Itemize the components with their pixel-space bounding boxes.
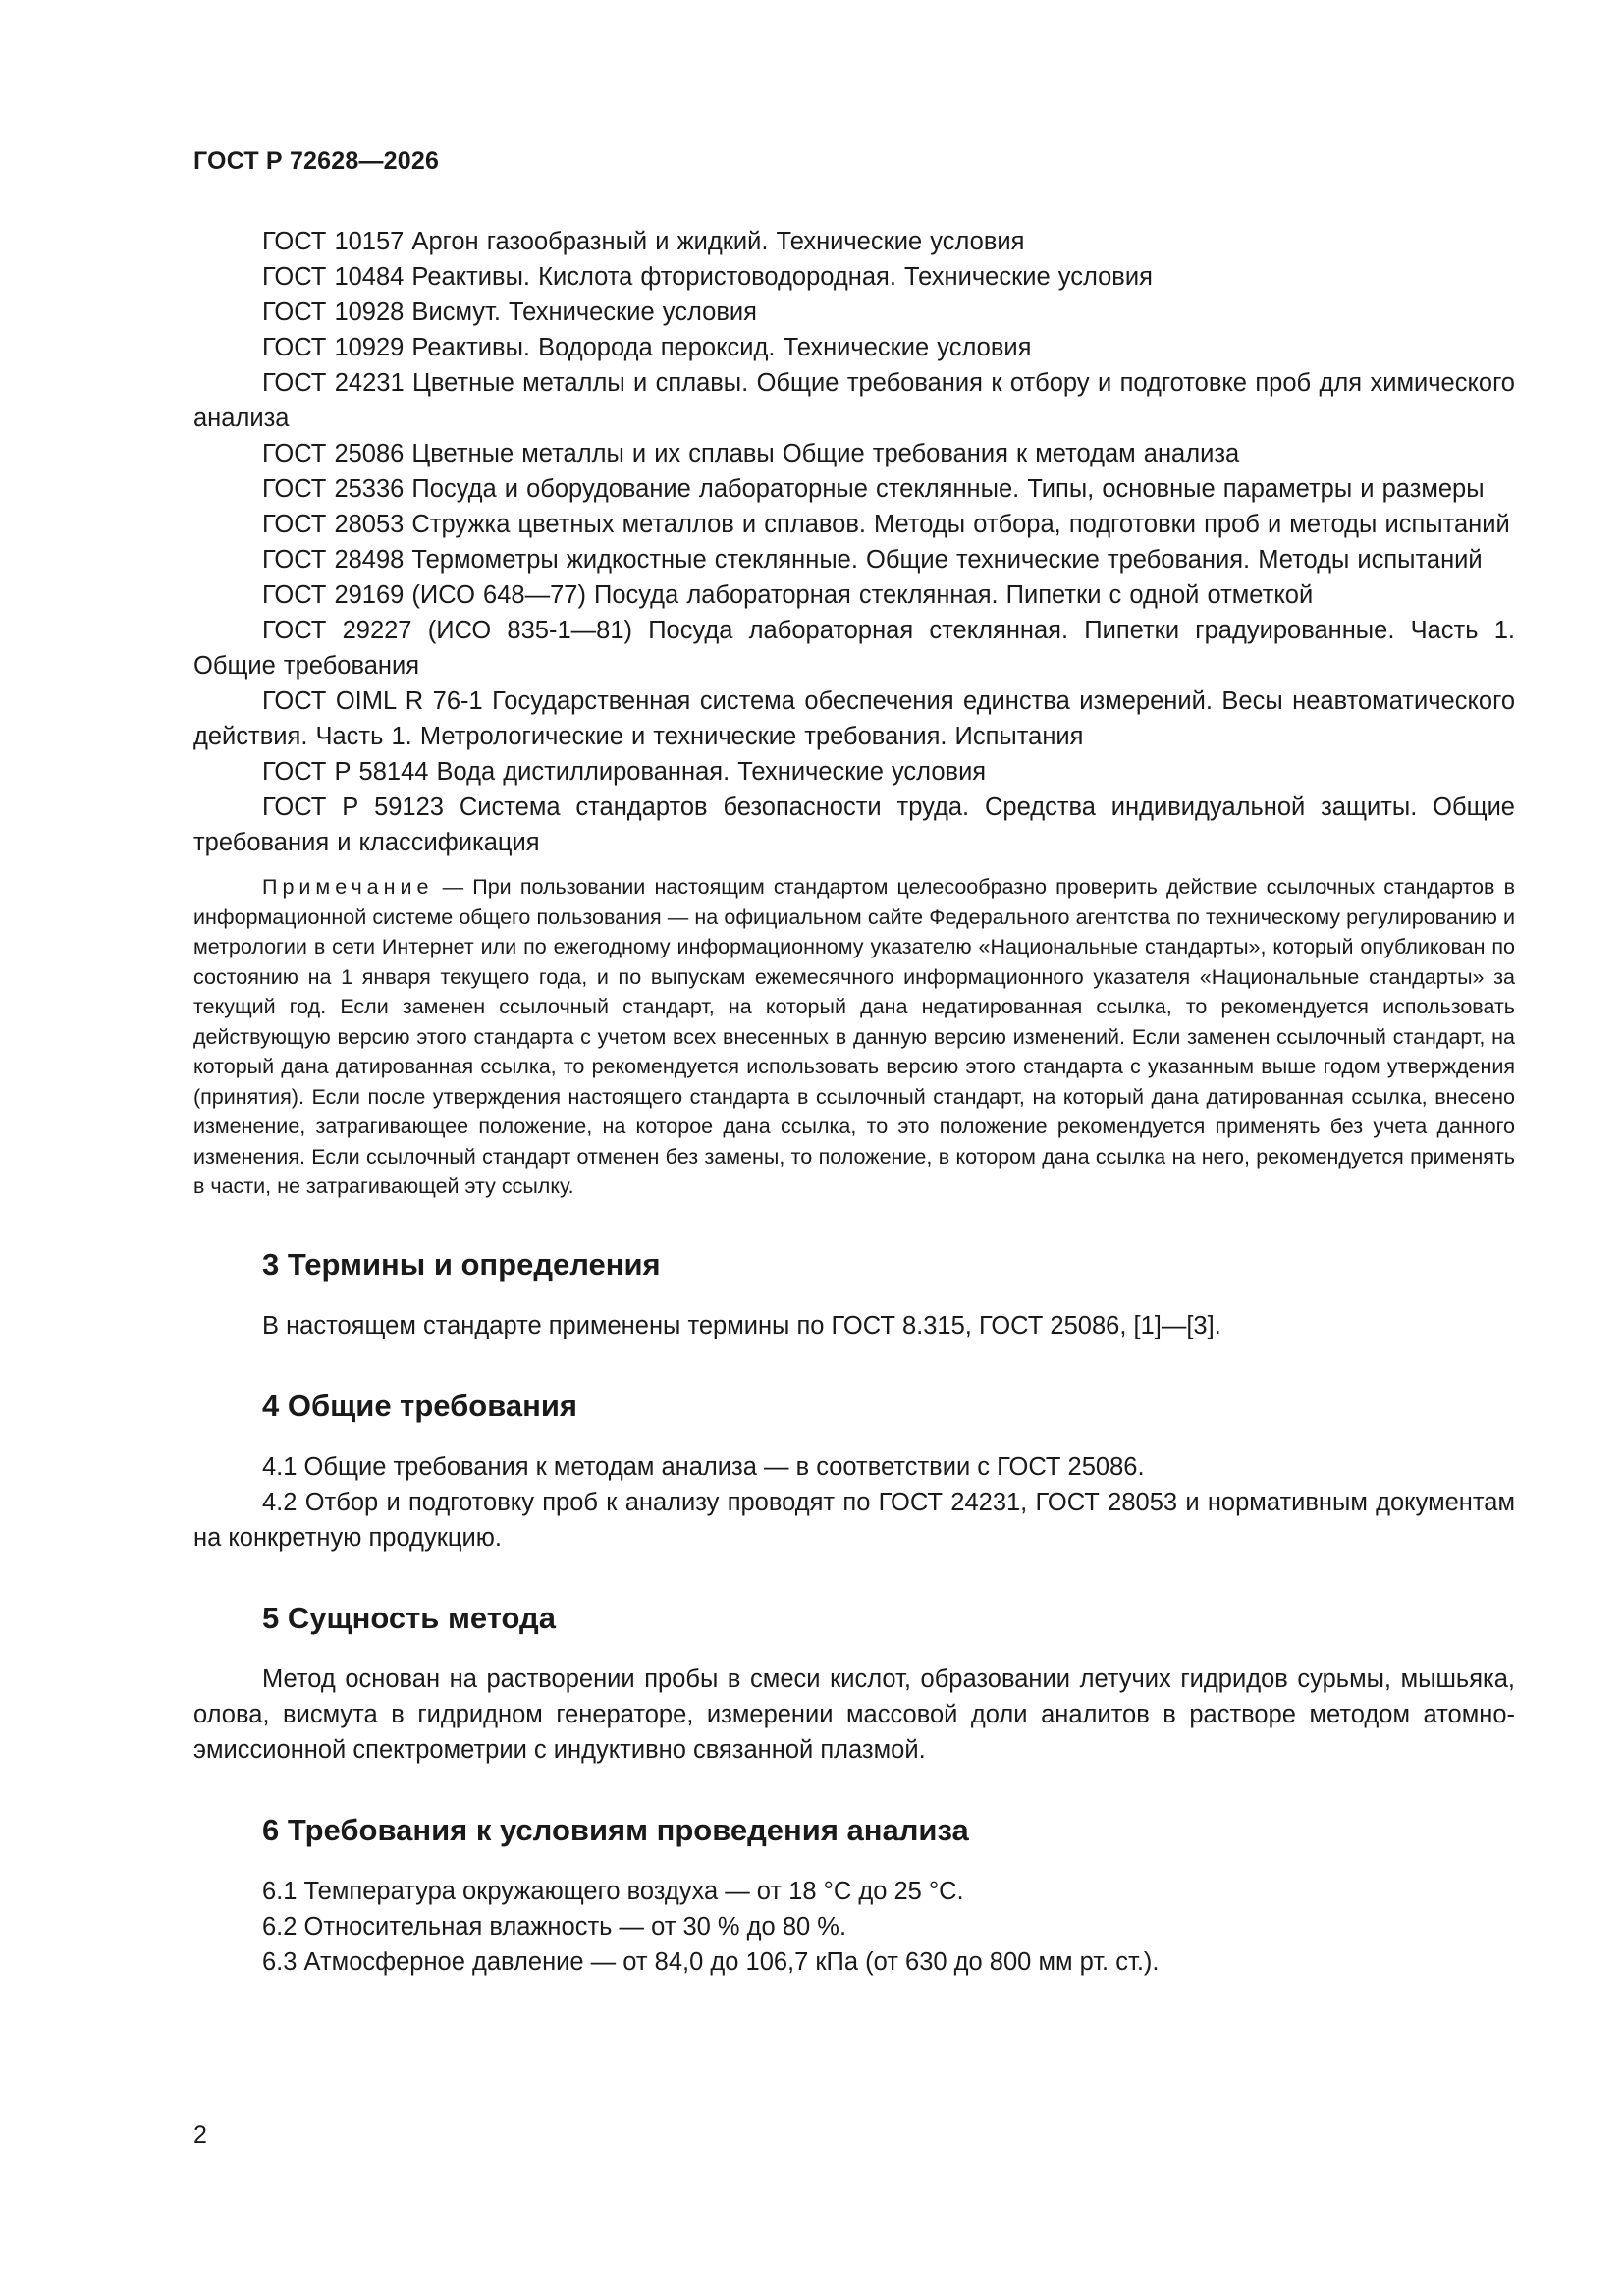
reference-item: ГОСТ 29227 (ИСО 835-1—81) Посуда лабораторная стеклянная. Пипетки градуированные. Часть 1. Общие требования [193,617,1515,680]
document-header: ГОСТ Р 72628—2026 [193,147,440,175]
section-4-paragraph: 4.2 Отбор и подготовку проб к анализу проводят по ГОСТ 24231, ГОСТ 28053 и нормативным документам на конкретную продукцию. [193,1488,1515,1552]
section-5-heading: 5 Сущность метода [262,1600,556,1635]
note-text: — При пользовании настоящим стандартом целесообразно проверить действие ссылочных стандартов в информационной системе общего пользования — на официальном сайте Федерального агентства по техническому регулированию и метрологии в сети Интернет или по ежегодному информационному указателю «Национальные стандарты», который опубликован по состоянию на 1 января текущего года, и по выпускам ежемесячного информационного указателя «Национальные стандарты» за текущий год. Если заменен ссылочный стандарт, на который дана недатированная ссылка, то рекомендуется использовать действующую версию этого стандарта с учетом всех внесенных в данную версию изменений. Если заменен ссылочный стандарт, на который дана датированная ссылка, то рекомендуется использовать версию этого стандарта с указанным выше годом утверждения (принятия). Если после утверждения настоящего стандарта в ссылочный стандарт, на который дана датированная ссылка, внесено изменение, затрагивающее положение, на которое дана ссылка, то это положение рекомендуется применять без учета данного изменения. Если ссылочный стандарт отменен без замены, то положение, в котором дана ссылка на него, рекомендуется применять в части, не затрагивающей эту ссылку. [193,875,1515,1198]
section-4-heading: 4 Общие требования [262,1388,577,1423]
reference-item: ГОСТ 28053 Стружка цветных металлов и сплавов. Методы отбора, подготовки проб и методы испытаний [262,511,1510,538]
note-label: Примечание [262,875,434,899]
normative-references-list [193,224,1515,860]
section-6-paragraph: 6.2 Относительная влажность — от 30 % до 80 %. [262,1912,847,1941]
reference-item: ГОСТ Р 58144 Вода дистиллированная. Технические условия [262,758,987,786]
section-5-paragraph: Метод основан на растворении пробы в смеси кислот, образовании летучих гидридов сурьмы, мышьяка, олова, висмута в гидридном генераторе, измерении массовой доли аналитов в растворе методом атомно-эмиссионной спектрометрии с индуктивно связанной плазмой. [193,1665,1515,1764]
section-6-heading: 6 Требования к условиям проведения анализа [262,1812,969,1847]
section-6-paragraph: 6.1 Температура окружающего воздуха — от 18 °С до 25 °С. [262,1877,964,1905]
page-number: 2 [193,2121,207,2149]
section-3-heading: 3 Термины и определения [262,1246,661,1282]
reference-item: ГОСТ 25336 Посуда и оборудование лабораторные стеклянные. Типы, основные параметры и размеры [262,475,1485,503]
page-content [193,224,1515,1980]
reference-item: ГОСТ 25086 Цветные металлы и их сплавы Общие требования к методам анализа [262,440,1240,467]
section-4-paragraph: 4.1 Общие требования к методам анализа — в соответствии с ГОСТ 25086. [262,1452,1145,1481]
reference-item: ГОСТ 10484 Реактивы. Кислота фтористоводородная. Технические условия [262,263,1153,291]
reference-item: ГОСТ 29169 (ИСО 648—77) Посуда лабораторная стеклянная. Пипетки с одной отметкой [262,581,1314,609]
section-6-paragraph: 6.3 Атмосферное давление — от 84,0 до 106,7 кПа (от 630 до 800 мм рт. ст.). [262,1947,1160,1976]
reference-item: ГОСТ 10157 Аргон газообразный и жидкий. Технические условия [262,228,1025,255]
reference-item: ГОСТ OIML R 76-1 Государственная система обеспечения единства измерений. Весы неавтоматического действия. Часть 1. Метрологические и технические требования. Испытания [193,687,1515,750]
reference-item: ГОСТ 10929 Реактивы. Водорода пероксид. Технические условия [262,334,1032,361]
reference-item: ГОСТ 28498 Термометры жидкостные стеклянные. Общие технические требования. Методы испытаний [262,546,1483,574]
note-paragraph [193,872,1515,1202]
reference-item: ГОСТ 10928 Висмут. Технические условия [262,299,757,326]
reference-item: ГОСТ 24231 Цветные металлы и сплавы. Общие требования к отбору и подготовке проб для химического анализа [193,369,1515,432]
section-3-paragraph: В настоящем стандарте применены термины по ГОСТ 8.315, ГОСТ 25086, [1]—[3]. [262,1311,1221,1339]
reference-item: ГОСТ Р 59123 Система стандартов безопасности труда. Средства индивидуальной защиты. Общие требования и классификация [193,793,1515,856]
